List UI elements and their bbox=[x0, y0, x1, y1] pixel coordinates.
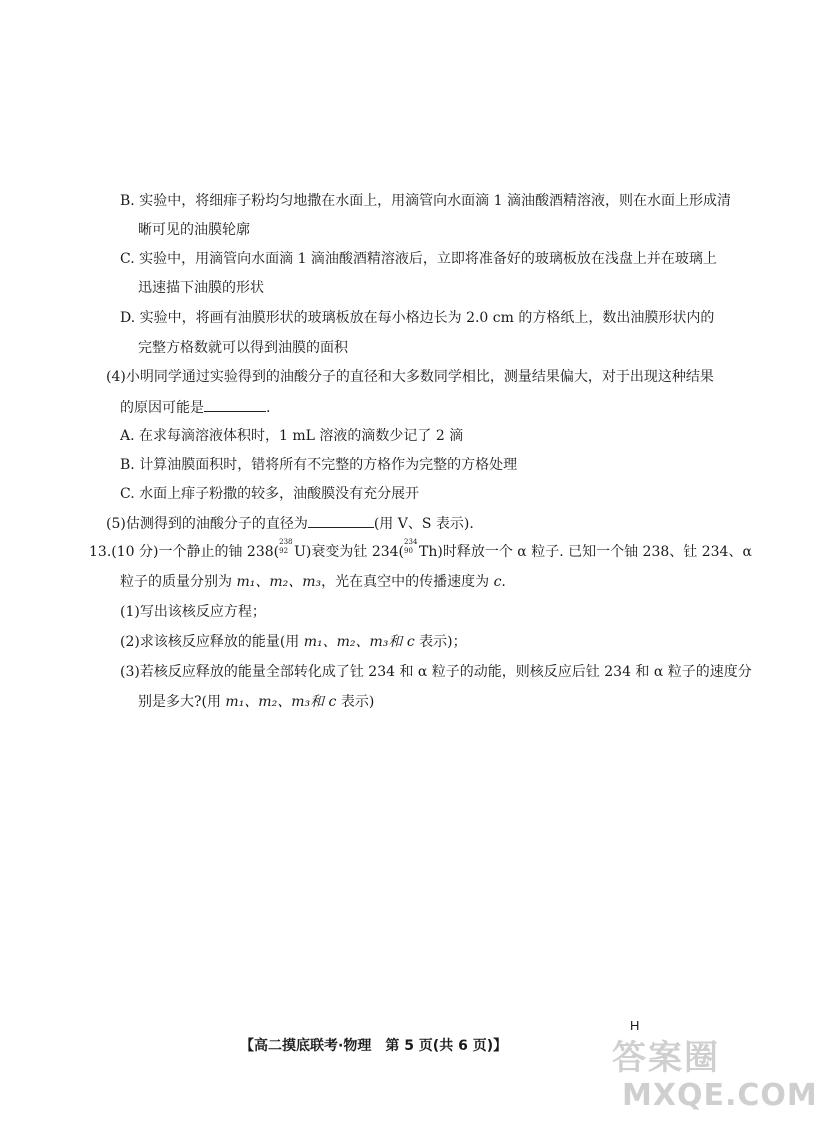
th-symbol: Th bbox=[419, 544, 438, 560]
mass-symbols-c: m₁、m₂、m₃和 c bbox=[303, 634, 415, 650]
light-speed-symbol: c bbox=[493, 574, 502, 590]
th-charge-number: 90 bbox=[404, 547, 413, 555]
q12-part4-end: . bbox=[266, 400, 271, 416]
answer-blank bbox=[308, 513, 374, 528]
q13-text-d: 粒子的质量分别为 bbox=[120, 574, 237, 590]
q13-text-f: . bbox=[501, 574, 506, 590]
q13-sub1: (1)写出该核反应方程； bbox=[120, 604, 266, 620]
q12-option-c-line1: C. 实验中，用滴管向水面滴 1 滴油酸酒精溶液后，立即将准备好的玻璃板放在浅盘上并在玻璃上 bbox=[120, 251, 717, 267]
q12-part4-option-a: A. 在求每滴溶液体积时，1 mL 溶液的滴数少记了 2 滴 bbox=[120, 428, 464, 444]
q13-sub3-line2 bbox=[138, 692, 374, 712]
u-symbol: U bbox=[294, 544, 306, 560]
u-charge-number: 92 bbox=[279, 547, 289, 555]
q12-part4-stem-line2 bbox=[120, 397, 270, 418]
q12-part4-option-b: B. 计算油膜面积时，错将所有不完整的方格作为完整的方格处理 bbox=[120, 457, 518, 473]
mass-symbols: m₁、m₂、m₃ bbox=[236, 574, 322, 590]
q13-text-e: ，光在真空中的传播速度为 bbox=[321, 574, 494, 590]
q13-sub3-line1: (3)若核反应释放的能量全部转化成了钍 234 和 α 粒子的动能，则核反应后钍 234 和 α 粒子的速度分 bbox=[120, 664, 752, 680]
q13-sub2 bbox=[120, 632, 467, 652]
q13-score: (10 分) bbox=[111, 544, 159, 560]
q12-part5-suffix: (用 V、S 表示). bbox=[373, 516, 474, 532]
th-mass-number: 234 bbox=[404, 538, 418, 546]
q13-sub2-b: 表示)； bbox=[414, 634, 467, 650]
q12-option-b-line1: B. 实验中，将细痱子粉均匀地撒在水面上，用滴管向水面滴 1 滴油酸酒精溶液，则在水面上形成清 bbox=[120, 193, 731, 209]
q13-sub3-b: 表示) bbox=[336, 694, 375, 710]
answer-blank bbox=[204, 397, 266, 412]
page-footer: 【高二摸底联考·物理 第 5 页(共 6 页)】 bbox=[240, 1038, 508, 1054]
mass-symbols-c: m₁、m₂、m₃和 c bbox=[225, 694, 337, 710]
q13-text-c: )时释放一个 α 粒子. 已知一个铀 238、钍 234、α bbox=[437, 544, 752, 560]
uranium-isotope-notation bbox=[279, 538, 294, 556]
q12-option-d-line2: 完整方格数就可以得到油膜的面积 bbox=[138, 340, 348, 356]
u-mass-number: 238 bbox=[279, 538, 293, 546]
q13-sub2-a: (2)求该核反应释放的能量(用 bbox=[120, 634, 304, 650]
q13-sub3-a: 别是多大?(用 bbox=[138, 694, 226, 710]
q13-line1 bbox=[89, 538, 752, 562]
q12-option-b-line2: 晰可见的油膜轮廓 bbox=[138, 222, 250, 238]
q13-text-a: 一个静止的铀 238( bbox=[158, 544, 280, 560]
watermark-logo: 答案圈 bbox=[612, 1038, 720, 1078]
q12-part5-prefix: (5)估测得到的油酸分子的直径为 bbox=[106, 516, 308, 532]
q12-part4-option-c: C. 水面上痱子粉撒的较多，油酸膜没有充分展开 bbox=[120, 486, 420, 502]
watermark-url: MXQE.COM bbox=[622, 1078, 818, 1113]
corner-mark: H bbox=[630, 1018, 640, 1033]
q13-number: 13. bbox=[89, 544, 112, 560]
q13-text-b: )衰变为钍 234( bbox=[305, 544, 405, 560]
q12-option-c-line2: 迅速描下油膜的形状 bbox=[138, 280, 264, 296]
q12-part4-stem-line1: (4)小明同学通过实验得到的油酸分子的直径和大多数同学相比，测量结果偏大，对于出现这种结果 bbox=[106, 369, 714, 385]
q12-part4-stem-text: 的原因可能是 bbox=[120, 400, 204, 416]
q12-option-d-line1: D. 实验中，将画有油膜形状的玻璃板放在每小格边长为 2.0 cm 的方格纸上，数出油膜形状内的 bbox=[120, 310, 715, 326]
q12-part5 bbox=[106, 513, 474, 534]
q13-line2 bbox=[120, 572, 506, 592]
thorium-isotope-notation bbox=[404, 538, 419, 556]
